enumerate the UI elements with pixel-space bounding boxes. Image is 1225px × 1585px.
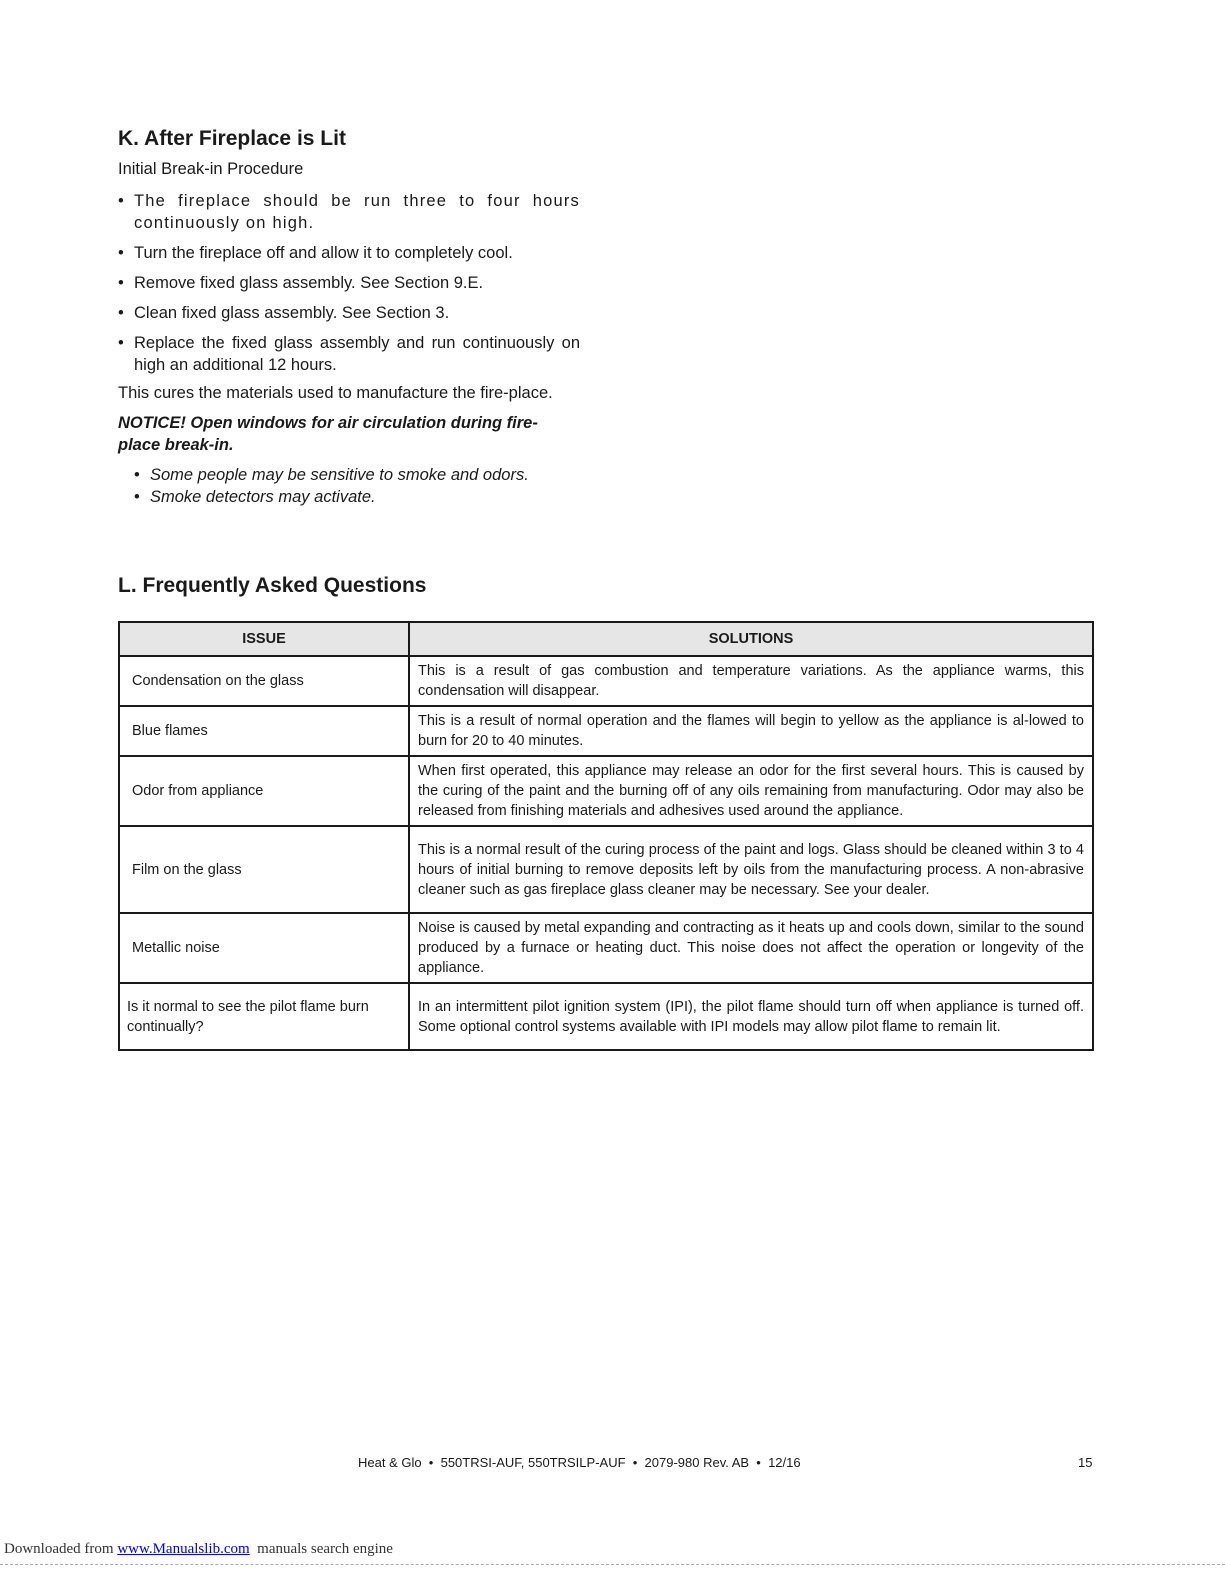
notice-bullet: • Smoke detectors may activate.	[134, 486, 580, 508]
solution-cell: This is a normal result of the curing process of the paint and logs. Glass should be cleaned within 3 to 4 hours of initial burning to remove deposits left by oils from the manufacturing process. A non-abrasive cleaner such as gas fireplace glass cleaner may be necessary. See your dealer.	[409, 826, 1093, 913]
section-l-heading: L. Frequently Asked Questions	[118, 574, 427, 597]
table-row	[119, 826, 1093, 913]
table-row	[119, 706, 1093, 756]
issue-cell: Odor from appliance	[119, 756, 409, 826]
notice-text: NOTICE! Open windows for air circulation during fire-place break-in.	[118, 414, 538, 454]
banner-divider	[0, 1564, 1225, 1565]
table-row	[119, 756, 1093, 826]
break-in-step: • Remove fixed glass assembly. See Section 9.E.	[118, 272, 580, 294]
issue-cell: Condensation on the glass	[119, 656, 409, 706]
table-row	[119, 913, 1093, 983]
issue-cell: Film on the glass	[119, 826, 409, 913]
download-suffix: manuals search engine	[249, 1541, 393, 1557]
faq-header-row	[119, 622, 1093, 656]
download-prefix: Downloaded from	[4, 1541, 118, 1557]
issue-column-header: ISSUE	[119, 622, 409, 656]
notice-bullet: • Some people may be sensitive to smoke and odors.	[134, 464, 580, 486]
solution-cell: This is a result of gas combustion and temperature variations. As the appliance warms, this condensation will disappear.	[409, 656, 1093, 706]
manualslib-link[interactable]: www.Manualslib.com	[117, 1541, 250, 1557]
break-in-step: • The fireplace should be run three to four hours continuously on high.	[118, 190, 580, 234]
issue-cell: Is it normal to see the pilot flame burn continually?	[119, 983, 409, 1050]
cure-text: This cures the materials used to manufacture the fire-place.	[118, 384, 553, 402]
section-k-subheading: Initial Break-in Procedure	[118, 160, 304, 178]
solutions-column-header: SOLUTIONS	[409, 622, 1093, 656]
issue-cell: Metallic noise	[119, 913, 409, 983]
break-in-step: • Clean fixed glass assembly. See Section 3.	[118, 302, 580, 324]
faq-table	[118, 621, 1094, 1051]
break-in-step: • Turn the fireplace off and allow it to completely cool.	[118, 242, 580, 264]
issue-cell: Blue flames	[119, 706, 409, 756]
solution-cell: In an intermittent pilot ignition system (IPI), the pilot flame should turn off when appliance is turned off. Some optional control systems available with IPI models may allow pilot flame to remain lit.	[409, 983, 1093, 1050]
solution-cell: Noise is caused by metal expanding and contracting as it heats up and cools down, similar to the sound produced by a furnace or heating duct. This noise does not affect the operation or longevity of the appliance.	[409, 913, 1093, 983]
solution-cell: This is a result of normal operation and the flames will begin to yellow as the appliance is al-lowed to burn for 20 to 40 minutes.	[409, 706, 1093, 756]
notice-bullets-list	[118, 464, 580, 508]
section-k-heading: K. After Fireplace is Lit	[118, 127, 346, 150]
table-row	[119, 656, 1093, 706]
page-number: 15	[1078, 1455, 1093, 1470]
break-in-step: • Replace the fixed glass assembly and run continuously on high an additional 12 hours.	[118, 332, 580, 376]
footer-text: Heat & Glo • 550TRSI-AUF, 550TRSILP-AUF • 2079-980 Rev. AB • 12/16	[358, 1455, 801, 1470]
download-banner	[4, 1541, 393, 1558]
break-in-steps-list	[118, 190, 580, 376]
table-row	[119, 983, 1093, 1050]
solution-cell: When first operated, this appliance may release an odor for the first several hours. This is caused by the curing of the paint and the burning off of any oils remaining from manufacturing. Odor may also be released from finishing materials and adhesives used around the appliance.	[409, 756, 1093, 826]
section-k-body	[118, 190, 580, 508]
